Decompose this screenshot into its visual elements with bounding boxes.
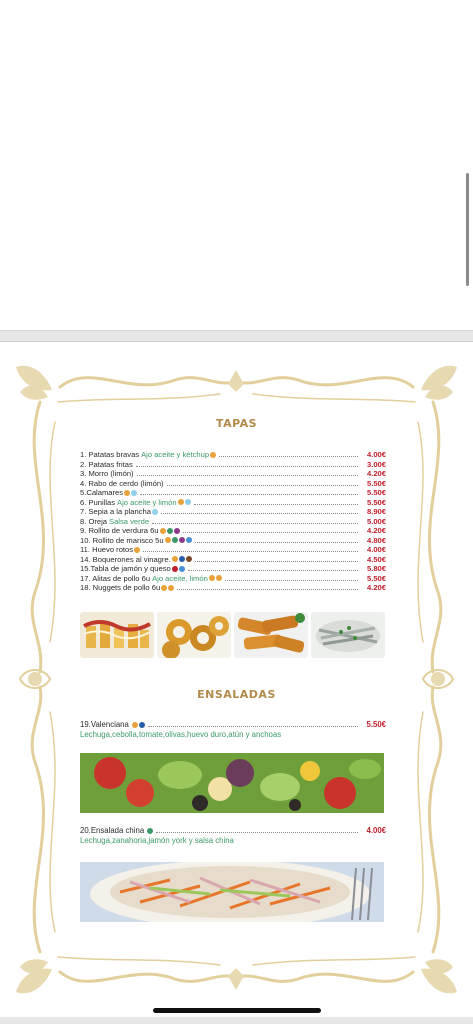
ensaladas-title: ENSALADAS [197,688,276,701]
menu-item-row [80,555,386,565]
menu-item-row [80,469,386,479]
menu-item-sauce: Salsa verde [109,516,150,526]
photo-ensalada-valenciana [80,753,384,813]
leader-dots [167,485,358,486]
menu-item-name: 6. Punillas [80,497,116,507]
menu-item-price: 4.00€ [366,450,386,459]
china-salad-image [80,862,384,922]
menu-item-sauce: Ajo aceite y kétchup [141,450,210,459]
calamares-image [157,612,231,658]
menu-item-price: 4.20€ [366,526,386,535]
leader-dots [148,726,358,727]
leader-dots [225,580,358,581]
menu-item-row [80,583,386,593]
salad-row-valenciana [80,720,386,729]
photo-calamares [157,612,231,658]
menu-item-name: 2. Patatas fritas [80,459,133,469]
leader-dots [195,542,358,543]
menu-item-row [80,545,386,555]
menu-item-row [80,517,386,527]
allergen-icon [179,566,185,572]
menu-item-price: 4.50€ [366,554,386,564]
menu-item-row [80,479,386,489]
menu-item-price: 5.50€ [366,478,386,488]
menu-item-name: 18. Nuggets de pollo 6u [80,583,161,592]
leader-dots [140,494,358,495]
menu-item-row [80,564,386,574]
menu-item-name: 11. Huevo rotos [80,545,134,554]
menu-item-name: 3. Morro (limón) [80,469,134,478]
leader-dots [194,504,358,505]
salad-name: 19.Valenciana [80,720,129,729]
menu-item-name: 1. Patatas bravas [80,450,140,459]
menu-page [0,341,473,1018]
allergen-icon [168,585,174,591]
photo-ensalada-china [80,862,384,922]
menu-item-price: 5.80€ [366,564,386,573]
allergen-icon [185,499,191,505]
salad-name: 20.Ensalada china [80,826,145,835]
leader-dots [195,561,358,562]
menu-item-price: 5.00€ [366,516,386,526]
menu-item-row [80,574,386,584]
salad-price: 4.00€ [366,826,386,835]
allergen-icon [179,556,185,562]
allergen-icon [172,566,178,572]
allergen-icon [174,528,180,534]
scrollbar[interactable] [466,173,469,286]
leader-dots [136,466,358,467]
leader-dots [143,551,358,552]
salad-description: Lechuga,zanahoria,jamón york y salsa china [80,836,234,845]
allergen-icon [178,499,184,505]
menu-item-name: 7. Sepia a la plancha [80,507,151,516]
leader-dots [177,589,358,590]
menu-item-price: 5.50€ [366,497,386,507]
allergen-icon [124,490,130,496]
blank-previous-page [0,0,473,330]
menu-item-sauce: Ajo aceite, limón [152,573,208,583]
allergen-icon [147,828,153,834]
allergen-icon [139,722,145,728]
menu-item-name: 15.Tabla de jamón y queso [80,564,171,573]
menu-item-name: 8. Oreja [80,516,108,526]
leader-dots [152,523,358,524]
menu-item-row [80,450,386,460]
allergen-icon [179,537,185,543]
rollitos-image [234,612,308,658]
leader-dots [137,475,358,476]
leader-dots [183,532,358,533]
leader-dots [219,456,358,457]
photo-patatas-bravas [80,612,154,658]
menu-item-name: 9. Rollito de verdura 6u [80,526,159,535]
menu-item-row [80,507,386,517]
menu-item-price: 4.80€ [366,535,386,545]
allergen-icon [172,556,178,562]
allergen-icon [216,575,222,581]
valenciana-salad-image [80,753,384,813]
allergen-icon [210,452,216,458]
salad-price: 5.50€ [366,720,386,729]
allergen-icon [172,537,178,543]
allergen-icon [165,537,171,543]
allergen-icon [132,722,138,728]
menu-item-row [80,488,386,498]
salad-description: Lechuga,cebolla,tomate,olivas,huevo duro,atún y anchoas [80,730,282,739]
patatas-bravas-image [80,612,154,658]
leader-dots [161,513,358,514]
photo-boquerones [311,612,385,658]
menu-item-price: 4.20€ [366,583,386,592]
menu-item-row [80,498,386,508]
leader-dots [188,570,358,571]
menu-item-sauce: Ajo aceite y limón [117,497,177,507]
menu-item-name: 10. Rollito de marisco 5u [80,535,164,545]
allergen-icon [152,509,158,515]
tapas-title: TAPAS [215,417,258,430]
allergen-icon [186,556,192,562]
menu-item-row [80,526,386,536]
menu-item-price: 3.00€ [366,459,386,469]
menu-item-name: 17. Alitas de pollo 6u [80,573,151,583]
allergen-icon [161,585,167,591]
allergen-icon [167,528,173,534]
bottom-band [0,1017,473,1024]
salad-row-china [80,826,386,835]
leader-dots [156,832,358,833]
allergen-icon [186,537,192,543]
menu-item-price: 8.90€ [366,507,386,516]
menu-item-price: 5.50€ [366,573,386,583]
allergen-icon [131,490,137,496]
menu-item-row [80,460,386,470]
menu-item-name: 5.Calamares [80,488,124,497]
menu-item-row [80,536,386,546]
boquerones-image [311,612,385,658]
tapas-list [80,450,386,593]
menu-item-price: 4.20€ [366,469,386,478]
allergen-icon [160,528,166,534]
home-indicator[interactable] [153,1008,321,1013]
menu-item-name: 4. Rabo de cerdo (limón) [80,478,164,488]
menu-item-name: 14. Boquerones al vinagre. [80,554,171,564]
menu-item-price: 5.50€ [366,488,386,497]
allergen-icon [134,547,140,553]
menu-item-price: 4.00€ [366,545,386,554]
photo-rollitos [234,612,308,658]
allergen-icon [209,575,215,581]
